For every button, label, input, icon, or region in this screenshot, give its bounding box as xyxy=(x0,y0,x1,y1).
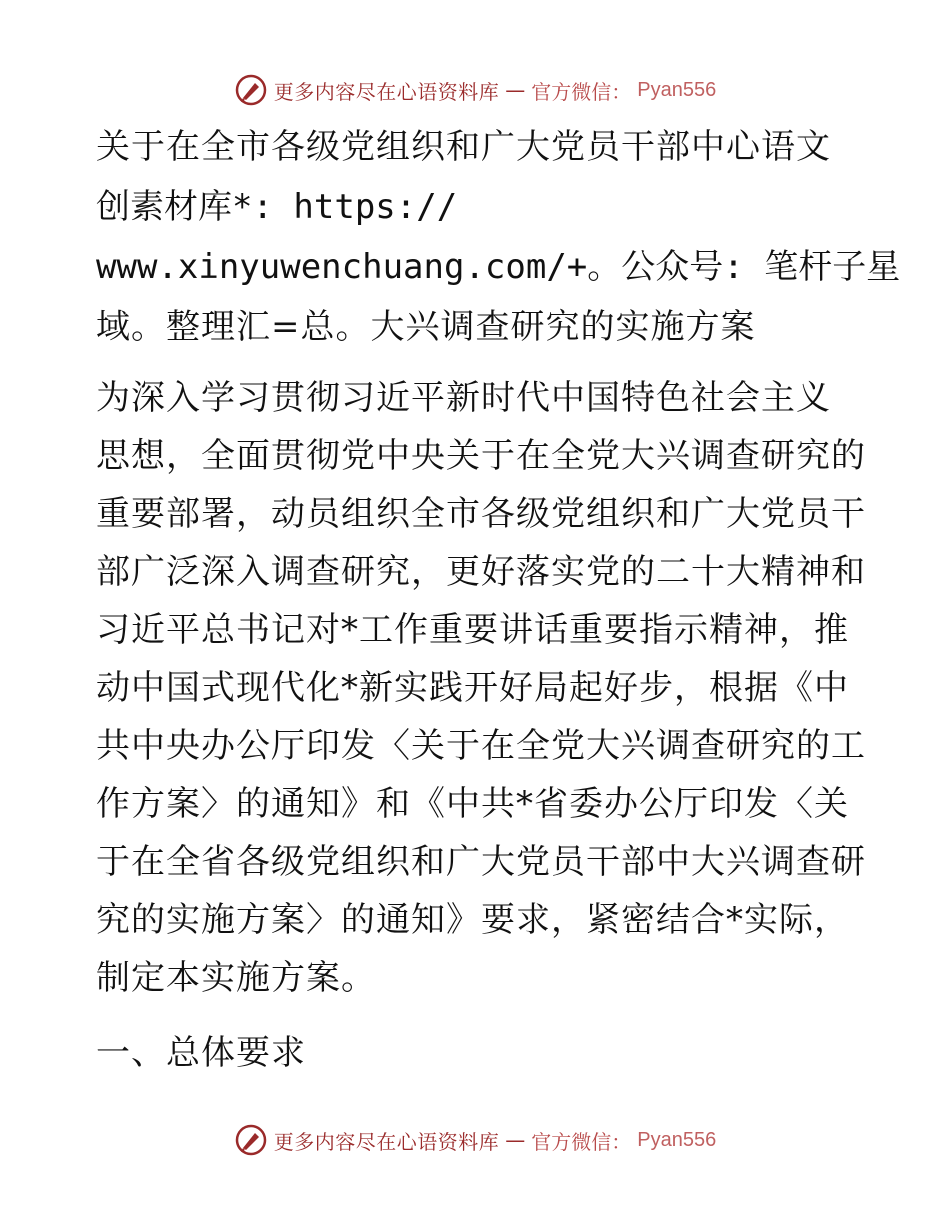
banner-wechat-label: 官方微信： xyxy=(531,1129,632,1154)
paragraph-line: 作方案〉的通知》和《中共*省委办公厅印发〈关 xyxy=(96,784,849,824)
banner-separator: — xyxy=(505,1128,526,1152)
paragraph-line: 动中国式现代化*新实践开好局起好步，根据《中 xyxy=(96,668,849,708)
paragraph-line: 为深入学习贯彻习近平新时代中国特色社会主义 xyxy=(96,378,831,418)
paragraph-line: 共中央办公厅印发〈关于在全党大兴调查研究的工 xyxy=(96,726,866,766)
banner-title: 更多内容尽在心语资料库 xyxy=(273,79,500,104)
title-line: 创素材库*: https:// xyxy=(96,187,458,227)
title-line: 关于在全市各级党组织和广大党员干部中心语文 xyxy=(96,127,831,167)
banner-separator: — xyxy=(505,78,526,102)
banner-wechat-label: 官方微信： xyxy=(531,79,632,104)
paragraph-line: 思想，全面贯彻党中央关于在全党大兴调查研究的 xyxy=(96,436,866,476)
header-watermark-banner xyxy=(0,68,950,112)
paragraph-line: 于在全省各级党组织和广大党员干部中大兴调查研 xyxy=(96,842,866,882)
paragraph-line: 重要部署，动员组织全市各级党组织和广大党员干 xyxy=(96,494,866,534)
paragraph-line: 习近平总书记对*工作重要讲话重要指示精神，推 xyxy=(96,610,849,650)
pen-nib-logo-icon xyxy=(234,73,268,107)
title-line: www.xinyuwenchuang.com/+。公众号: 笔杆子星 xyxy=(96,247,901,287)
paragraph-line: 制定本实施方案。 xyxy=(96,958,376,998)
pen-nib-logo-icon xyxy=(234,1123,268,1157)
banner-wechat-id: Pyan556 xyxy=(637,1128,717,1151)
banner-wechat-id: Pyan556 xyxy=(637,78,717,101)
section-heading: 一、总体要求 xyxy=(96,1033,306,1073)
title-line: 域。整理汇=总。大兴调查研究的实施方案 xyxy=(96,307,756,347)
banner-title: 更多内容尽在心语资料库 xyxy=(273,1129,500,1154)
paragraph-line: 部广泛深入调查研究，更好落实党的二十大精神和 xyxy=(96,552,866,592)
footer-watermark-banner xyxy=(0,1118,950,1162)
paragraph-line: 究的实施方案〉的通知》要求，紧密结合*实际， xyxy=(96,900,849,940)
